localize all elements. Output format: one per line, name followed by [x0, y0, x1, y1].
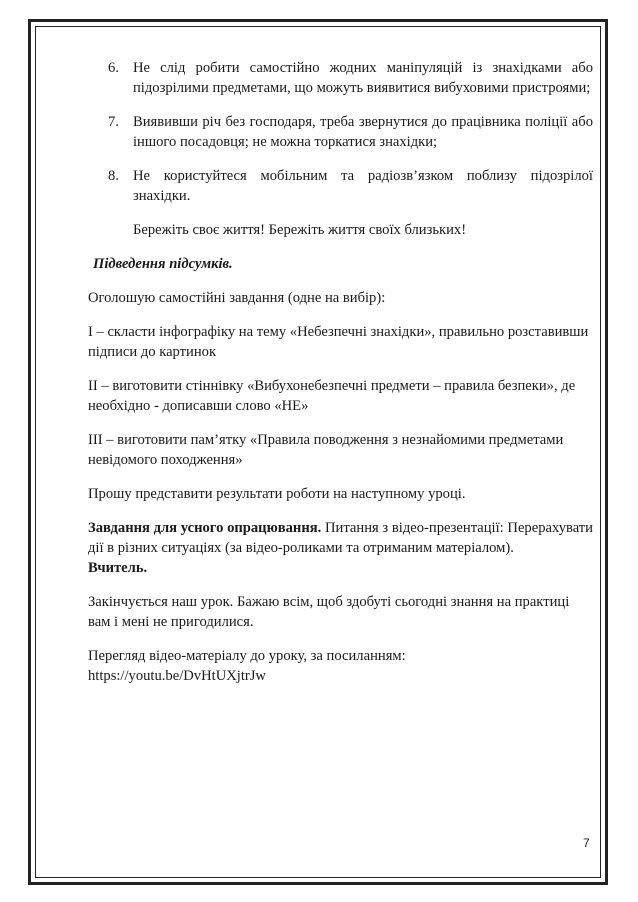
oral-task: [88, 518, 593, 558]
video-intro: Перегляд відео-матеріалу до уроку, за посиланням:: [88, 648, 406, 664]
item-text: Виявивши річ без господаря, треба звернутися до працівника поліції або іншого посадовця; не можна торкатися знахідки;: [133, 114, 593, 150]
item-number: 6.: [108, 60, 119, 76]
task-one: I – скласти інфографіку на тему «Небезпечні знахідки», правильно розставивши підписи до картинок: [88, 324, 589, 360]
item-number: 7.: [108, 114, 119, 130]
oral-task-label: Завдання для усного опрацювання.: [88, 520, 322, 536]
summary-heading: Підведення підсумків.: [93, 256, 233, 272]
list-item: [88, 58, 593, 98]
safety-line: Бережіть своє життя! Бережіть життя своїх близьких!: [133, 222, 467, 238]
task-three: III – виготовити пам’ятку «Правила поводження з незнайомими предметами невідомого походження»: [88, 432, 564, 468]
video-link[interactable]: https://youtu.be/DvHtUXjtrJw: [88, 668, 266, 684]
closing-text: Закінчується наш урок. Бажаю всім, щоб здобуті сьогодні знання на практиці вам і мені не пригодилися.: [88, 594, 570, 630]
teacher-label: Вчитель.: [88, 560, 148, 576]
oral-task-text: Питання з відео-презентації: Перерахувати дії в різних ситуаціях (за відео-роликами та отриманим матеріалом).: [88, 520, 593, 556]
results-note: Прошу представити результати роботи на наступному уроці.: [88, 486, 466, 502]
list-item: [88, 166, 593, 206]
page-content: [88, 58, 593, 686]
page-number: 7: [583, 836, 590, 850]
item-text: Не користуйтеся мобільним та радіозв’язком поблизу підозрілої знахідки.: [133, 168, 593, 204]
item-text: Не слід робити самостійно жодних маніпуляцій із знахідками або підозрілими предметами, що можуть виявитися вибуховими пристроями;: [133, 60, 593, 96]
list-item: [88, 112, 593, 152]
task-two: II – виготовити стіннівку «Вибухонебезпечні предмети – правила безпеки», де необхідно - дописавши слово «НЕ»: [88, 378, 576, 414]
tasks-intro: Оголошую самостійні завдання (одне на вибір):: [88, 290, 386, 306]
item-number: 8.: [108, 168, 119, 184]
